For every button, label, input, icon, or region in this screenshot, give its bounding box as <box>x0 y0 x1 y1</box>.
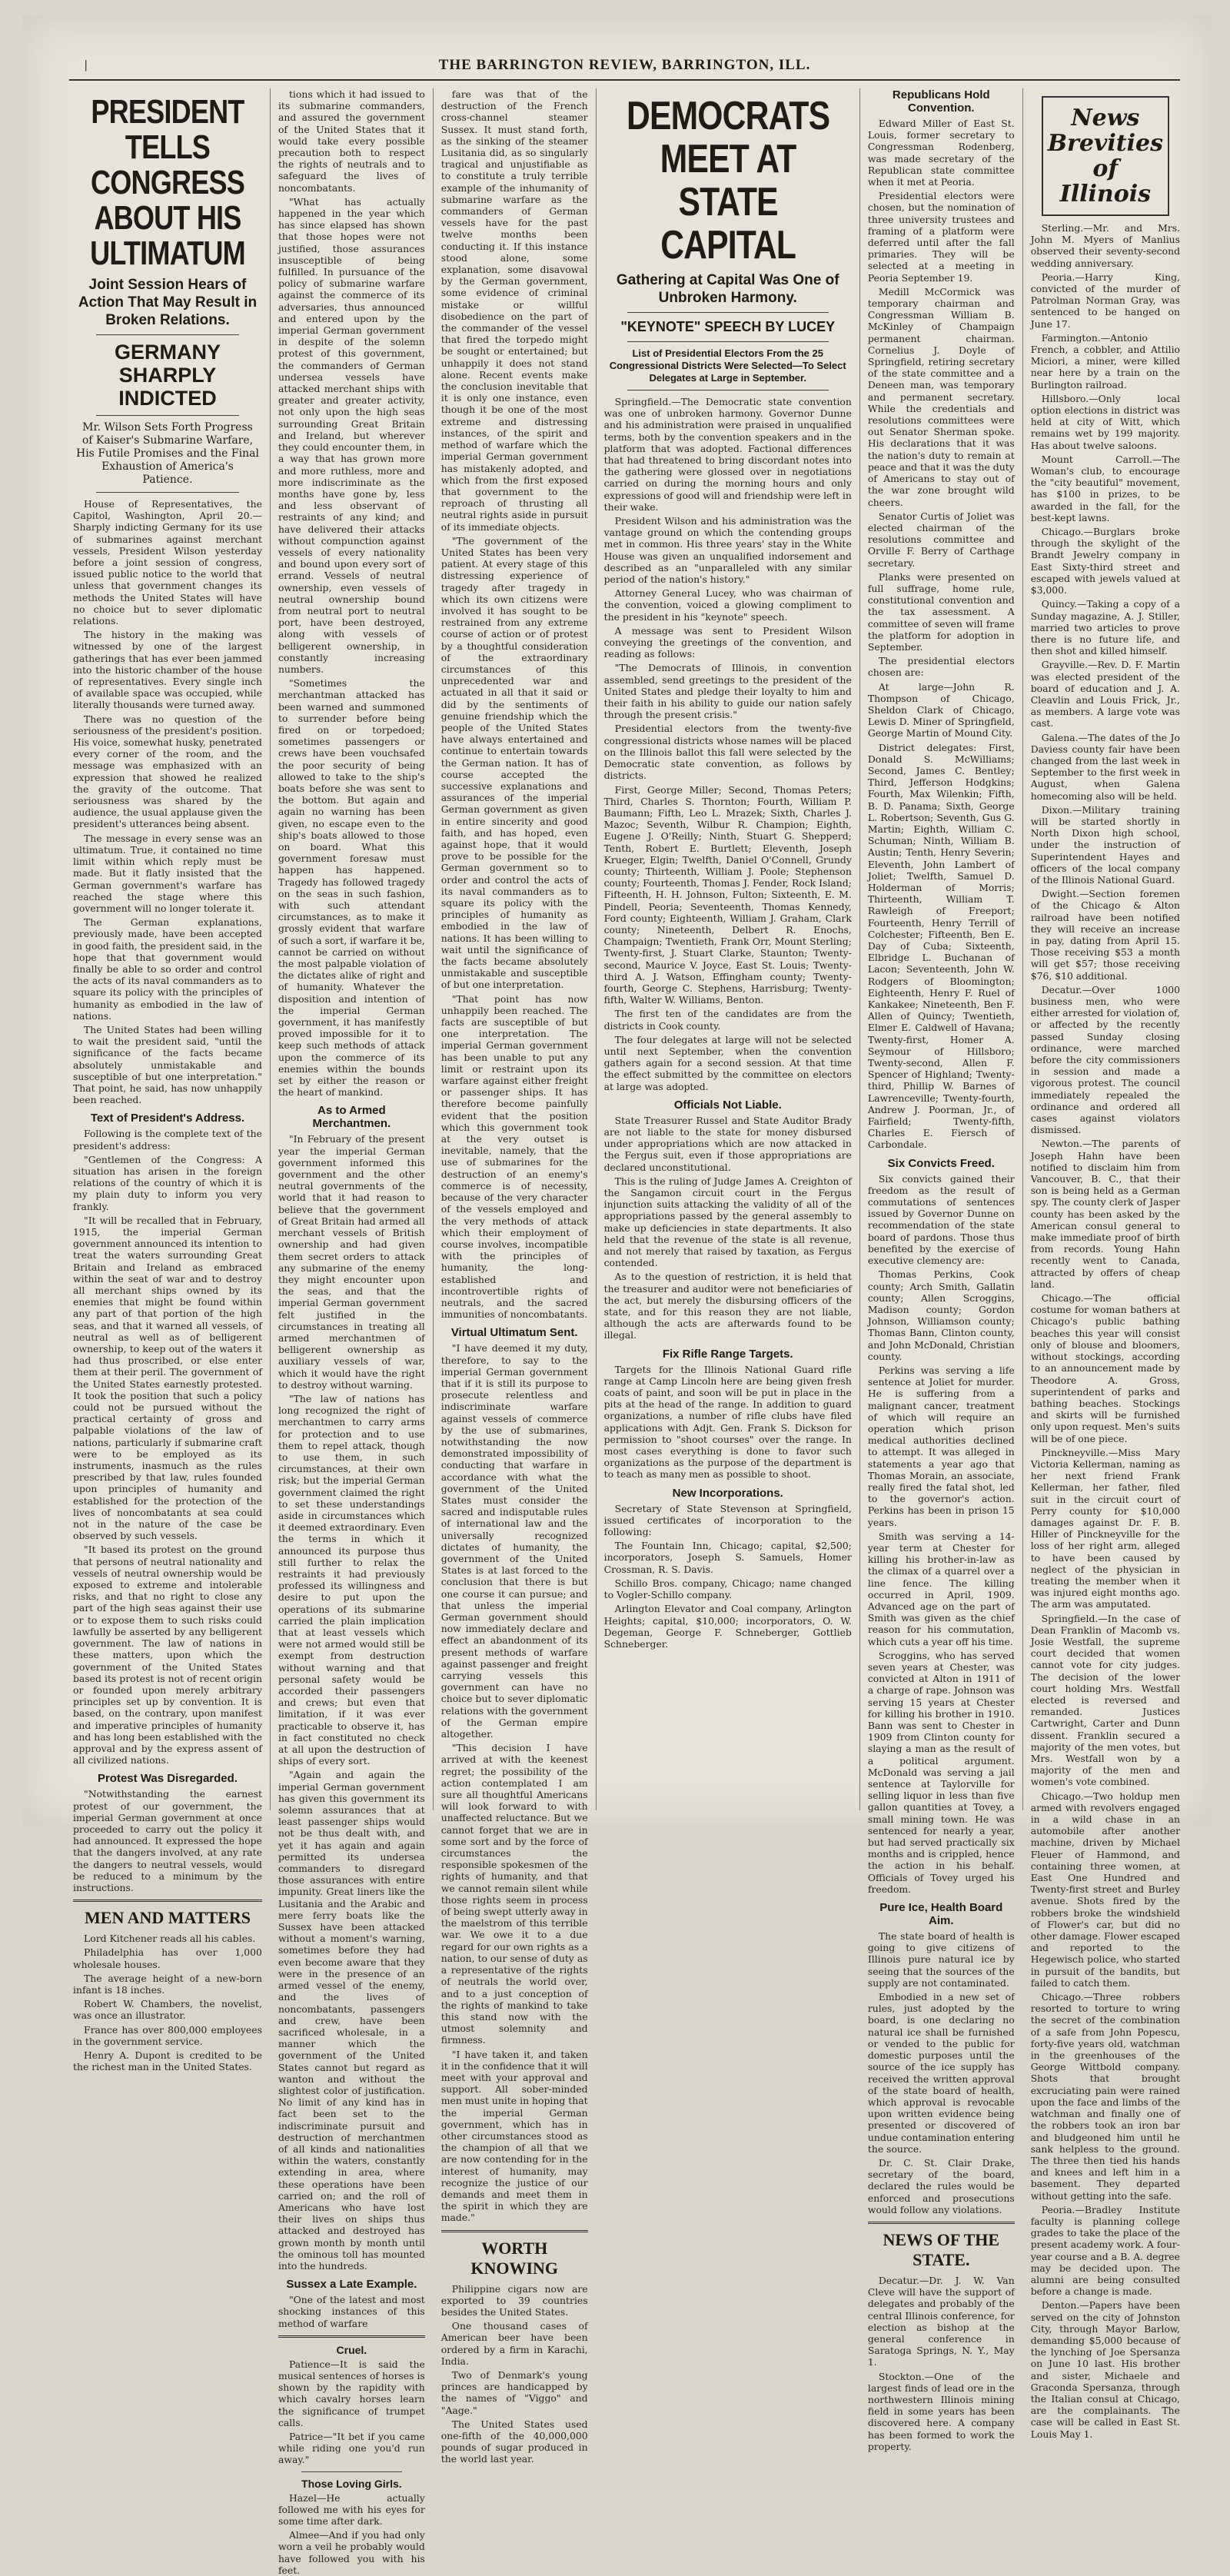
brief-item: Chicago.—Burglars broke through the skylight of the Brandt Jewelry company in East Sixty-third street and escaped with jewels valued at $3,000. <box>1030 526 1180 597</box>
article-paragraph: The presidential electors chosen are: <box>867 655 1015 679</box>
article-paragraph: Presidential electors were chosen, but the nomination of three university trustees and framing of a platform were deferred until after the fall primaries. They will be selected at a meeting in Peoria September 19. <box>867 190 1015 284</box>
article-paragraph: "It will be recalled that in February, 1915, the imperial German government announced its intention to treat the waters surrounding Great Britain and Ireland as embraced within the seat of war and to destroy all merchant ships owned by its enemies that might be found within any part of that portion of the high seas, and that it warned all vessels, of neutral as well as of belligerent ownership, to keep out of the waters it had thus proscribed, or else enter them at their peril. The government of the United States earnestly protested. It took the position that such a policy could not be pursued without the practical certainty of gross and palpable violations of the law of nations, particularly if submarine craft were to be employed as its instruments, inasmuch as the rules prescribed by that law, rules founded upon principles of humanity and established for the protection of the lives of noncombatants at sea could not in the nature of the case be observed by such vessels. <box>73 1214 262 1542</box>
masthead-title: THE BARRINGTON REVIEW, BARRINGTON, ILL. <box>438 57 811 73</box>
brief-item: Springfield.—In the case of Dean Franklin of Macomb vs. Josie Westfall, the supreme court decided that women cannot vote for city judges. The decision of the lower court holding Mrs. Westfall elected is reversed and remanded. Justices Cartwright, Carter and Dunn dissent. Franklin secured a majority of the men votes, but Mrs. Westfall won by a majority of the men and women's vote combined. <box>1030 1612 1180 1788</box>
article-paragraph: House of Representatives, the Capitol, Washington, April 20.—Sharply indicting Germany for its use of submarines against merchant vessels, President Wilson yesterday before a joint session of congress, issued public notice to the world that unless that government changes its methods the United States will have no choice but to sever diplomatic relations. <box>73 498 262 627</box>
article-paragraph: "This decision I have arrived at with the keenest regret; the possibility of the action contemplated I am sure all thoughtful Americans will look forward to with unaffected reluctance. But we cannot forget that we are in some sort and by the force of circumstances the responsible spokesmen of the rights of humanity, and that we cannot remain silent while those rights seem in process of being swept utterly away in the maelstrom of this terrible war. We owe it to a due regard for our own rights as a nation, to our sense of duty as a representative of the rights of neutrals the world over, and to a just conception of the rights of mankind to take this stand now with the utmost solemnity and firmness. <box>440 1742 588 2046</box>
article-paragraph: Springfield.—The Democratic state convention was one of unbroken harmony. Governor Dunne and his administration were praised in unqualified terms, both by the convention speakers and in the platform that was adopted. Factional differences that had threatened to bring discordant notes into the gathering were glossed over in negotiations carried on during the morning hours and only expressions of good will and friendship were left in their wake. <box>603 396 852 513</box>
article-paragraph: Presidential electors from the twenty-five congressional districts whose names will be placed on the Illinois ballot this fall were selected by the Democratic state convention, as follows by districts. <box>603 723 852 782</box>
article-paragraph: Senator Curtis of Joliet was elected chairman of the resolutions committee and Orville F. Berry of Carthage secretary. <box>867 510 1015 569</box>
brief-item: Decatur.—Over 1000 business men, who were either arrested for violation of, or affected by the recently passed Sunday closing ordinance, were marched before the city commissioners in session and made a vigorous protest. The council immediately repealed the ordinance and ordered all cases against violators dismissed. <box>1030 983 1180 1136</box>
brief-item: Chicago.—The official costume for woman bathers at Chicago's public bathing beaches this year will consist only of blouse and bloomers, without stockings, according to an announcement made by Theodore A. Gross, superintendent of parks and bathing beaches. Stockings and skirts will be furnished only upon request. Men's suits will be of one piece. <box>1030 1292 1180 1444</box>
section-worth-knowing: WORTH KNOWING <box>470 2238 559 2278</box>
brief-item: Two of Denmark's young princes are handicapped by the names of "Viggo" and "Aage." <box>440 2368 588 2416</box>
brief-item: Almee—And if you had only worn a veil he probably would have followed you with his feet. <box>278 2529 425 2576</box>
article-paragraph: Following is the complete text of the president's address: <box>73 1128 262 1152</box>
article-paragraph: "In February of the present year the imperial German government informed this government and the other neutral governments of the world that it had reason to believe that the government of Great Britain had armed all merchant vessels of British ownership and had given them secret orders to attack any submarine of the enemy they might encounter upon the seas, and that the imperial German government felt justified in the circumstances in treating all armed merchantmen of belligerent ownership as auxiliary vessels of war, which it would have the right to destroy without warning. <box>278 1133 425 1391</box>
column-4 <box>597 88 860 1810</box>
divider <box>73 1900 262 1902</box>
article-paragraph: "Gentlemen of the Congress: A situation has arisen in the foreign relations of the country of which it is my plain duty to inform you very frankly. <box>73 1153 262 1212</box>
article-paragraph: As to the question of restriction, it is held that the treasurer and auditor were not beneficiaries of the act, but merely the disbursing officers of the state, and for this reason they are not liable, although the acts are afterwards found to be illegal. <box>603 1271 852 1341</box>
article-paragraph: "I have taken it, and taken it in the confidence that it will meet with your approval and support. All sober-minded men must unite in hoping that the imperial German government, which has in other circumstances stood as the champion of all that we are now contending for in the interest of humanity, may recognize the justice of our demands and meet them in the spirit in which they are made." <box>440 2048 588 2224</box>
news-brevities-title: News Brevities of Illinois <box>1047 105 1163 208</box>
article-paragraph: Smith was serving a 14-year term at Chester for killing his brother-in-law as the climax of a quarrel over a line fence. The killing occurred in April, 1909. Advanced age on the part of Smith was given as the chief reason for his commutation, which cuts a year off his time. <box>867 1530 1015 1647</box>
deck-joint-session: Joint Session Hears of Action That May Result in Broken Relations. <box>78 277 258 328</box>
divider <box>96 415 239 416</box>
subhead-armed-merchantmen: As to Armed Merchantmen. <box>312 1104 391 1131</box>
subhead-convicts: Six Convicts Freed. <box>887 1156 995 1170</box>
article-paragraph: The four delegates at large will not be selected until next September, when the convention gathers again for a second session. At that time the effect submitted by the committee on electors at large was adopted. <box>603 1033 852 1092</box>
article-paragraph: "The law of nations has long recognized the right of merchantmen to carry arms for protection and to use them to repel attack, though to use them, in such circumstances, at their own risk; but the imperial German government claimed the right to set these understandings aside in circumstances which it deemed extraordinary. Even the terms in which it announced its purpose thus still further to relax the restraints it had previously professed its willingness and desire to put upon the operations of its submarine carried the plain implication that at least vessels which were not armed would still be exempt from destruction without warning and that personal safety would be accorded their passengers and crews; but even that limitation, if it was ever practicable to observe it, has in fact constituted no check at all upon the destruction of ships of every sort. <box>278 1392 425 1767</box>
article-paragraph: Schillo Bros. company, Chicago; name changed to Vogler-Schillo company. <box>603 1577 852 1601</box>
column-3 <box>434 88 597 2465</box>
brief-item: Farmington.—Antonio French, a cobbler, and Attilio Miciori, a miner, were killed near here by a train on the Burlington railroad. <box>1030 331 1180 391</box>
columns <box>65 88 1188 2576</box>
news-brevities-box <box>1042 96 1169 216</box>
divider <box>627 312 829 313</box>
brief-item: Philippine cigars now are exported to 39 countries besides the United States. <box>440 2282 588 2318</box>
brief-item: Henry A. Dupont is credited to be the richest man in the United States. <box>73 2049 262 2073</box>
column-1 <box>65 88 271 2073</box>
article-paragraph: First, George Miller; Second, Thomas Peters; Third, Charles S. Thornton; Fourth, William P. Baumann; Fifth, Leo L. Mrazek; Sixth, Charles J. Mazoc; Seventh, Wilbur R. Champion; Eighth, Eugene J. O'Reilly; Ninth, Stuart G. Shepperd; Tenth, Robert E. Burtlett; Eleventh, Joseph Krueger, Elgin; Twelfth, Daniel O'Connell, Grundy county; Thirteenth, William J. Poole; Stephenson county; Fourteenth, Thomas J. Fender, Rock Island; Fifteenth, H. H. Johnson, Fulton; Sixteenth, E. M. Pindell, Peoria; Seventeenth, Thomas Kennedy, Ford county; Eighteenth, William J. Graham, Clark county; Nineteenth, Delbert R. Enochs, Champaign; Twentieth, Frank Orr, Mount Sterling; Twenty-first, J. Stuart Clarke, Staunton; Twenty-second, Maurice V. Joyce, East St. Louis; Twenty-third A. J. Watson, Effingham county; Twenty-fourth, George C. Stephens, Harrisburg; Twenty-fifth, Walter W. Williams, Benton. <box>603 783 852 1006</box>
article-paragraph: The state board of health is going to give citizens of Illinois pure natural ice by seeing that the sources of the supply are not contaminated. <box>867 1930 1015 1989</box>
article-paragraph: Embodied in a new set of rules, just adopted by the board, is one declaring no natural ice shall be furnished or vended to the public for domestic purposes until the source of the ice supply has received the written approval of the state board of health, which approval is revocable upon written evidence being presented or discovered of undue contamination entering the source. <box>867 1991 1015 2155</box>
sub-headline-keynote: "KEYNOTE" SPEECH BY LUCEY <box>620 319 836 334</box>
brief-item: Peoria.—Harry King, convicted of the murder of Patrolman Norman Gray, was sentenced to be hanged on June 17. <box>1030 271 1180 330</box>
article-paragraph: "It based its protest on the ground that persons of neutral nationality and vessels of neutral ownership would be exposed to extreme and intolerable risks, and that no right to close any part of the high seas against their use or to expose them to such risks could lawfully be asserted by any belligerent government. The law of nations in these matters, upon which the government of the United States based its protest is not of recent origin or founded upon merely arbitrary principles set up by convention. It is based, on the contrary, upon manifest and imperative principles of humanity and has long been established with the approval and by the express assent of all civilized nations. <box>73 1544 262 1767</box>
subhead-sussex: Sussex a Late Example. <box>286 2278 417 2292</box>
subhead-virtual-ultimatum: Virtual Ultimatum Sent. <box>450 1326 578 1340</box>
article-paragraph: The first ten of the candidates are from the districts in Cook county. <box>603 1008 852 1032</box>
article-paragraph: Targets for the Illinois National Guard rifle range at Camp Lincoln here are being given fresh coats of paint, and soon will be put in place in the pits at the head of the range. In addition to guard organizations, a number of rifle clubs have filed applications with Adjt. Gen. Frank S. Dickson for permission to "shoot courses" over the range. In most cases everything is done to favor such organizations as the purpose of the department is to teach as many men as possible to shoot. <box>603 1363 852 1481</box>
article-paragraph: The message in every sense was an ultimatum. True, it contained no time limit within which reply must be made. But it flatly insisted that the German government's warfare has reached the stage where this government will no longer tolerate it. <box>73 832 262 914</box>
article-paragraph: "Sometimes the merchantman attacked has been warned and summoned to surrender before being fired on or torpedoed; sometimes passengers or crews have been vouchsafed the poor security of being allowed to take to the ship's boats before she was sent to the bottom. But again and again no warning has been given, no escape even to the ship's boats allowed to those on board. What this government foresaw must happen has happened. Tragedy has followed tragedy on the seas in such fashion, with such attendant circumstances, as to make it grossly evident that warfare of such a sort, if warfare it be, cannot be carried on without the most palpable violation of the dictates alike of right and of humanity. Whatever the disposition and intention of the imperial German government, it has manifestly proved impossible for it to keep such methods of attack upon the commerce of its enemies within the bounds set by either the reason or the heart of mankind. <box>278 677 425 1099</box>
brief-item: Dixon.—Military training will be started shortly in North Dixon high school, under the instruction of Superintendent Hayes and officers of the local company of the Illinois National Guard. <box>1030 803 1180 886</box>
article-paragraph: A message was sent to President Wilson conveying the greetings of the convention, and reading as follows: <box>603 624 852 660</box>
article-paragraph: Perkins was serving a life sentence at Joliet for murder. He is suffering from a malignant cancer, treatment of which will require an operation which prison medical authorities declined to attempt. It was alleged in statements a year ago that Thomas Morain, an associate, really fired the fatal shot, led to the governor's action. Perkins has been in prison 15 years. <box>867 1364 1015 1528</box>
article-paragraph: "That point has now unhappily been reached. The facts are susceptible of but one interpretation. The imperial German government has been unable to put any limit or restraint upon its warfare against either freight or passenger ships. It has therefore become painfully evident that the position which this government took at the very outset is inevitable, namely, that the use of submarines for the destruction of an enemy's commerce is of necessity, because of the very character of the vessels employed and the very methods of attack which their employment of course involves, incompatible with the principles of humanity, the long-established and incontrovertible rights of neutrals, and the sacred immunities of noncombatants. <box>440 992 588 1321</box>
brief-item: Chicago.—Three robbers resorted to torture to wring the secret of the combination of a safe from John Popescu, forty-five years old, watchman in the greenhouses of the George Wittbold company. Shots that brought excruciating pain were rained upon the face and limbs of the watchman and finally one of the robbers took an iron bar and bludgeoned him until he sank helpless to the ground. The three then tied his hands and knees and left him in a basement. They departed without getting into the safe. <box>1030 1991 1180 2202</box>
article-paragraph: Dr. C. St. Clair Drake, secretary of the board, declared the rules would be enforced and prosecutions would follow any violations. <box>867 2156 1015 2215</box>
brief-item: One thousand cases of American beer have been ordered by a firm in Karachi, India. <box>440 2320 588 2367</box>
article-paragraph: The German explanations, previously made, have been accepted in good faith, the president said, in the hope that that government would finally be able to so order and control the acts of its naval commanders as to square its policy with the principles of humanity as embodied in the law of nations. <box>73 916 262 1022</box>
subhead-text-of-address: Text of President's Address. <box>90 1112 245 1125</box>
page-number: | <box>85 58 88 71</box>
article-paragraph: The history in the making was witnessed by one of the largest gatherings that has ever been jammed into the historic chamber of the house of representatives. Every single inch of available space was occupied, while literally thousands were turned away. <box>73 629 262 711</box>
brief-item: Dwight.—Section foremen of the Chicago & Alton railroad have been notified they will receive an increase in pay, dating from April 15. Those receiving $53 a month will get $57; those receiving $76, $10 additional. <box>1030 888 1180 982</box>
article-paragraph: fare was that of the destruction of the French cross-channel steamer Sussex. It must stand forth, as the sinking of the steamer Lusitania did, as so singularly tragical and unjustifiable as to constitute a truly terrible example of the inhumanity of submarine warfare as the commanders of German vessels have for the past twelve months been conducting it. If this instance stood alone, some explanation, some disavowal by the German government, some evidence of criminal mistake or willful disobedience on the part of the commander of the vessel that fired the torpedo might be sought or entertained; but unhappily it does not stand alone. Recent events make the conclusion inevitable that it is only one instance, even though it be one of the most extreme and distressing instances, of the spirit and method of warfare which the imperial German government has mistakenly adopted, and which from the first exposed that government to the reproach of thrusting all neutral rights aside in pursuit of its immediate objects. <box>440 88 588 533</box>
divider <box>301 2471 402 2472</box>
headline-president: PRESIDENT TELLS CONGRESS ABOUT HIS ULTIMATUM <box>90 93 245 272</box>
subhead-republicans: Republicans Hold Convention. <box>892 88 990 115</box>
brief-item: Chicago.—Two holdup men armed with revolvers engaged in a wild chase in an automobile after another machine, driven by Michael Fleuer of Hammond, and containing three women, at East One Hundred and Twenty-first street and Burley avenue. Shots fired by the robbers broke the windshield of Flower's car, but did no other damage. Flower escaped and reported to the Hegewisch police, who started in pursuit of the bandits, but failed to catch them. <box>1030 1790 1180 1989</box>
subhead-officials: Officials Not Liable. <box>673 1098 782 1112</box>
article-paragraph: The Fountain Inn, Chicago; capital, $2,500; incorporators, Joseph S. Samuels, Homer Crossman, R. S. Davis. <box>603 1540 852 1575</box>
brief-item: Quincy.—Taking a copy of a Sunday magazine, A. J. Stiller, married two articles to prove there is no future life, and then shot and killed himself. <box>1030 598 1180 657</box>
brief-item: The United States used one-fifth of the 40,000,000 pounds of sugar produced in the world last year. <box>440 2418 588 2465</box>
article-paragraph: "The Democrats of Illinois, in convention assembled, send greetings to the president of the United States and pledge their loyalty to him and their faith in his ability to guide our nation safely through the present crisis." <box>603 662 852 721</box>
article-paragraph: tions which it had issued to its submarine commanders, and assured the government of the United States that it would take every possible precaution both to respect the rights of neutrals and to safeguard the lives of noncombatants. <box>278 88 425 194</box>
brief-item: Patience—It is said the musical sentences of horses is shown by the rapidity with which cavalry horses learn the significance of trumpet calls. <box>278 2358 425 2428</box>
brief-item: Galena.—The dates of the Jo Daviess county fair have been changed from the last week in September to the first week in August, when Galena homecoming also will be held. <box>1030 731 1180 802</box>
divider <box>96 492 239 493</box>
article-paragraph: "One of the latest and most shocking instances of this method of warfare <box>278 2294 425 2329</box>
article-paragraph: Arlington Elevator and Coal company, Arlington Heights; capital, $10,000; incorporators, O. W. Degeman, George F. Schneberger, Gottlieb Schneberger. <box>603 1603 852 1650</box>
article-paragraph: Six convicts gained their freedom as the result of commutations of sentences issued by Governor Dunne on recommendation of the state board of pardons. Those thus benefited by the exercise of executive clemency are: <box>867 1172 1015 1267</box>
article-paragraph: State Treasurer Russel and State Auditor Brady are not liable to the state for money disbursed under appropriations which are now attacked in the Fergus suit, even if those appropriations are declared unconstitutional. <box>603 1114 852 1173</box>
divider <box>96 334 239 335</box>
brief-item: France has over 800,000 employees in the government service. <box>73 2023 262 2047</box>
divider <box>441 2230 588 2232</box>
brief-item: Newton.—The parents of Joseph Hahn have been notified to disclaim him from Vancouver, B. C., that their son is being held as a German spy. The county clerk of Jasper county has been asked by the American consul general to make immediate proof of birth from records. Young Hahn recently went to Canada, attracted by offers of cheap land. <box>1030 1138 1180 1290</box>
article-paragraph: President Wilson and his administration was the vantage ground on which the contending groups met in common. His three years' stay in the White House was given an unqualified indorsement and described as an "unparalleled with any similar period of the nation's history." <box>603 515 852 586</box>
subhead-rifle-range: Fix Rifle Range Targets. <box>662 1347 793 1361</box>
brief-item: Peoria.—Bradley Institute faculty is planning college grades to take the place of the present academy work. A four-year course and a B. A. degree may be decided upon. The alumni are being consulted before a change is made. <box>1030 2203 1180 2298</box>
column-2 <box>271 88 434 2576</box>
sub-headline-germany: GERMANY SHARPLY INDICTED <box>114 341 221 410</box>
article-paragraph: Medill McCormick was temporary chairman and Congressman William B. McKinley of Champaign permanent chairman. Cornelius J. Doyle of Springfield, retiring secretary of the state committee and a Deneen man, was temporary and permanent secretary. While the credentials and resolutions committees were out Senator Sherman spoke. His declarations that it was the nation's duty to remain at peace and that it was the duty of Americans to stay out of the war zone brought wild cheers. <box>867 285 1015 508</box>
brief-item: Denton.—Papers have been served on the city of Johnston City, through Mayor Barlow, demanding $5,000 because of the lynching of Joe Spersanza on June 10 last. His brother and sister, Michaele and Graconda Spersanza, through the Italian consul at Chicago, are the complainants. The case will be called in East St. Louis May 1. <box>1030 2299 1180 2440</box>
article-paragraph: There was no question of the seriousness of the president's position. His voice, somewhat husky, penetrated every corner of the room, and the message was emphasized with an expression that showed he realized the gravity of the outcome. That seriousness was shared by the audience, the usual applause given the president's utterances being absent. <box>73 713 262 830</box>
summary-wilson: Mr. Wilson Sets Forth Progress of Kaiser's Submarine Warfare, His Futile Promises and the Final Exhaustion of America's Patience. <box>76 421 259 486</box>
article-paragraph: Thomas Perkins, Cook county; Arch Smith, Gallatin county; Allen Scroggins, Madison county; Gordon Johnson, Williamson county; Thomas Bann, Clinton county, and John McDonald, Christian county. <box>867 1268 1015 1362</box>
brief-item: Sterling.—Mr. and Mrs. John M. Myers of Manlius observed their seventy-second wedding anniversary. <box>1030 222 1180 269</box>
brief-item: Lord Kitchener reads all his cables. <box>84 1933 256 1945</box>
brief-item: Robert W. Chambers, the novelist, was once an illustrator. <box>73 1998 262 2022</box>
article-paragraph: Planks were presented on full suffrage, home rule, constitutional convention and the tax assessment. A committee of seven will frame the platform for adoption in September. <box>867 570 1015 653</box>
brief-item: Hillsboro.—Only local option elections in district was held at city of Witt, which remains wet by 199 majority. Has about twelve saloons. <box>1030 392 1180 451</box>
section-news-of-state: NEWS OF THE STATE. <box>883 2229 1000 2269</box>
article-paragraph: Attorney General Lucey, who was chairman of the convention, voiced a glowing compliment to the president in his "keynote" speech. <box>603 587 852 623</box>
article-paragraph: "Again and again the imperial German government has given this government its solemn assurances that at least passenger ships would not be thus dealt with, and yet it has again and again permitted its undersea commanders to disregard those assurances with entire impunity. Great liners like the Lusitania and the Arabic and mere ferry boats like the Sussex have been attacked without a moment's warning, sometimes before they had even become aware that they were in the presence of an armed vessel of the enemy, and the lives of noncombatants, passengers and crew, have been sacrificed wholesale, in a manner which the government of the United States cannot but regard as wanton and without the slightest color of justification. No limit of any kind has in fact been set to the indiscriminate pursuit and destruction of merchantmen of all kinds and nationalities within the waters, constantly extending in area, where these operations have been carried on; and the roll of Americans who have lost their lives on ships thus attacked and destroyed has grown month by month until the ominous toll has mounted into the hundreds. <box>278 1769 425 2272</box>
article-paragraph: "What has actually happened in the year which has since elapsed has shown that those hopes were not justified, those assurances insusceptible of being fulfilled. In pursuance of the policy of submarine warfare against the commerce of its adversaries, thus announced and entered upon by the imperial German government in despite of the solemn protest of this government, the commanders of German undersea vessels have attacked merchant ships with greater and greater activity, not only upon the high seas surrounding Great Britain and Ireland, but wherever they could encounter them, in a way that has grown more and more ruthless, more and more indiscriminate as the months have gone by, less and less observant of restraints of any kind; and have delivered their attacks without compunction against vessels of every nationality and bound upon every sort of errand. Vessels of neutral ownership, even vessels of neutral ownership bound from neutral port to neutral port, have been destroyed, along with vessels of belligerent ownership, in constantly increasing numbers. <box>278 195 425 675</box>
masthead <box>69 50 1180 81</box>
divider <box>627 390 829 391</box>
subhead-cruel: Cruel. <box>336 2343 367 2356</box>
brief-item: The average height of a new-born infant is 18 inches. <box>73 1972 262 1996</box>
article-paragraph: "The government of the United States has been very patient. At every stage of this distressing experience of tragedy after tragedy in which its own citizens were involved it has sought to be restrained from any extreme course of action or of protest by a thoughtful consideration of the extraordinary circumstances of this unprecedented war and actuated in all that it said or did by the sentiments of genuine friendship which the people of the United States have always entertained and continue to entertain towards the German nation. It has of course accepted the successive explanations and assurances of the imperial German government as given in entire sincerity and good faith, and has hoped, even against hope, that it would prove to be possible for the German government so to order and control the acts of its naval commanders as to square its policy with the principles of humanity as embodied in the law of nations. It has been willing to wait until the significance of the facts became absolutely unmistakable and susceptible of but one interpretation. <box>440 534 588 991</box>
summary-electors: List of Presidential Electors From the 25 Congressional Districts Were Selected—To Select Delegates at Large in September. <box>609 347 846 384</box>
brief-item: Pinckneyville.—Miss Mary Victoria Kellerman, naming as her next friend Frank Kellerman, her father, filed suit in the circuit court of Perry county for $10,000 damages against Dr. F. B. Hiller of Pinckneyville for the loss of her right arm, alleged to have been caused by neglect of the physician in treating the member when it was injured eight months ago. The arm was amputated. <box>1030 1446 1180 1610</box>
newspaper-page <box>23 15 1211 2576</box>
article-paragraph: At large—John R. Thompson of Chicago, Sheldon Clark of Chicago, Lewis D. Miner of Springfield, George Martin of Mound City. <box>867 680 1015 740</box>
brief-item: Mount Carroll.—The Woman's club, to encourage the "city beautiful" movement, has $100 in prizes, to be awarded in the fall, for the best-kept lawns. <box>1030 453 1180 524</box>
column-5 <box>860 88 1023 2452</box>
divider <box>627 341 829 342</box>
subhead-incorporations: New Incorporations. <box>672 1486 783 1500</box>
brief-item: Decatur.—Dr. J. W. Van Cleve will have the support of delegates and probably of the central Illinois conference, for election as bishop at the general conference in Saratoga Springs, N. Y., May 1. <box>867 2274 1015 2368</box>
subhead-pure-ice: Pure Ice, Health Board Aim. <box>879 1901 1003 1928</box>
article-paragraph: District delegates: First, Donald S. McWilliams; Second, James C. Bentley; Third, Jefferson Hodgkins; Fourth, Max Wilenkin; Fifth, B. D. Panama; Sixth, George L. Robertson; Seventh, Gus G. Martin; Eighth, William C. Schuman; Ninth, William B. Austin; Tenth, Henry Severin; Eleventh, John Lambert of Joliet; Twelfth, Samuel D. Holderman of Morris; Thirteenth, William T. Rawleigh of Freeport; Fourteenth, Henry Terrill of Colchester; Fifteenth, Ben E. Day of Cuba; Sixteenth, Elbridge L. Buchanan of Lacon; Seventeenth, John W. Rodgers of Bloomington; Eighteenth, Henry F. Ruel of Kankakee; Nineteenth, Ben F. Allen of Quincy; Twentieth, Elmer E. Caldwell of Havana; Twenty-first, Homer A. Seymour of Hillsboro; Twenty-second, Allen F. Spencer of Highland; Twenty-third, Phillip W. Barnes of Lawrenceville; Twenty-fourth, Andrew J. Poorman, Jr., of Fairfield; Twenty-fifth, Charles E. Fiersch of Carbondale. <box>867 741 1015 1151</box>
article-paragraph: The United States had been willing to wait the president said, "until the significance of the facts became absolutely unmistakable and susceptible of but one interpretation." That point, he said, has now unhappily been reached. <box>73 1023 262 1106</box>
brief-item: Patrice—"It bet if you came while riding one you'd run away." <box>278 2431 425 2466</box>
brief-item: Philadelphia has over 1,000 wholesale houses. <box>73 1946 262 1970</box>
brief-item: Hazel—He actually followed me with his eyes for some time after dark. <box>278 2491 425 2528</box>
article-paragraph: Secretary of State Stevenson at Springfield, issued certificates of incorporation to the following: <box>603 1502 852 1538</box>
headline-democrats: DEMOCRATS MEET AT STATE CAPITAL <box>626 94 829 268</box>
subhead-loving-girls: Those Loving Girls. <box>301 2477 402 2490</box>
divider <box>278 2335 425 2338</box>
column-6 <box>1023 88 1188 2440</box>
article-paragraph: "Notwithstanding the earnest protest of our government, the imperial German government at once proceeded to carry out the policy it had announced. It expressed the hope that the dangers involved, at any rate the dangers to neutral vessels, would be reduced to a minimum by the instructions. <box>73 1788 262 1893</box>
section-men-and-matters: MEN AND MATTERS <box>85 1908 251 1928</box>
article-paragraph: "I have deemed it my duty, therefore, to say to the imperial German government that if it is still its purpose to prosecute relentless and indiscriminate warfare against vessels of commerce by the use of submarines, notwithstanding the now demonstrated impossibility of conducting that warfare in accordance with what the government of the United States must consider the sacred and indisputable rules of international law and the universally recognized dictates of humanity, the government of the United States is at last forced to the conclusion that there is but one course it can pursue; and that unless the imperial German government should now immediately declare and effect an abandonment of its present methods of warfare against passenger and freight carrying vessels this government can have no choice but to sever diplomatic relations with the government of the German empire altogether. <box>440 1342 588 1740</box>
article-paragraph: Edward Miller of East St. Louis, former secretary to Congressman Rodenberg, was made secretary of the Republican state committee when it met at Peoria. <box>867 118 1015 188</box>
divider <box>868 2222 1015 2224</box>
article-paragraph: This is the ruling of Judge James A. Creighton of the Sangamon circuit court in the Fergus injunction suits attacking the validity of all of the appropriations passed by the general assembly to make up deficiencies in state departments. It also held that the revenue of the state is all revenue, and not merely that raised by taxation, as Fergus contended. <box>603 1175 852 1269</box>
brief-item: Grayville.—Rev. D. F. Martin was elected president of the board of education and J. A. Cleavlin and Louis Frick, Jr., as members. A large vote was cast. <box>1030 659 1180 730</box>
deck-harmony: Gathering at Capital Was One of Unbroken Harmony. <box>616 272 839 306</box>
brief-item: Stockton.—One of the largest finds of lead ore in the northwestern Illinois mining field in some years has been discovered here. A company has been formed to work the property. <box>867 2370 1015 2452</box>
article-paragraph: Scroggins, who has served seven years at Chester, was convicted at Alton in 1911 of a charge of rape. Johnson was serving 15 years at Chester for killing his brother in 1910. Bann was sent to Chester in 1909 from Clinton county for slaying a man as the result of a political argument. McDonald was serving a jail sentence at Taylorville for selling liquor in less than five gallon quantities at Tovey, a small mining town. He was sentenced for nearly a year, but had served practically six months and is crippled, hence the action in his behalf. Officials of Tovey urged his freedom. <box>867 1649 1015 1895</box>
subhead-protest: Protest Was Disregarded. <box>97 1772 238 1786</box>
